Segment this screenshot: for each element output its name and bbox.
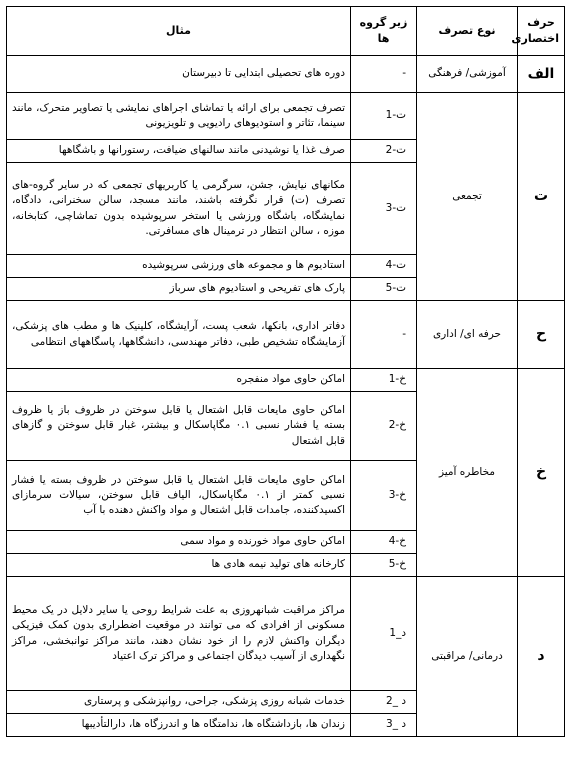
subgroup-code: ت-5: [351, 278, 417, 301]
group-type: مخاطره آمیز: [417, 369, 518, 577]
subgroup-code: د_1: [351, 577, 417, 691]
subgroup-code: ت-1: [351, 93, 417, 140]
table-row: [7, 369, 565, 392]
subgroup-code: ت-2: [351, 140, 417, 163]
example-text: اماکن حاوی مواد خورنده و مواد سمی: [7, 531, 351, 554]
group-type: درمانی/ مراقبتی: [417, 577, 518, 737]
example-text: صرف غذا یا نوشیدنی مانند سالنهای ضیافت، رستورانها و باشگاهها: [7, 140, 351, 163]
subgroup-code: د _3: [351, 714, 417, 737]
group-letter: الف: [518, 56, 565, 93]
table-row: [7, 301, 565, 369]
example-text: اماکن حاوی مایعات قابل اشتعال یا قابل سوختن در ظروف بسته یا فشار نسبی کمتر از ۰.۱ مگاپاسکال، الیاف قابل سوختن، سیالات سرمازای اکسیدکننده، جامدات قابل اشتعال و مواد واکنش دهنده با آب: [7, 461, 351, 531]
header-subgroups: زیر گروه ها: [351, 7, 417, 56]
occupancy-classification-document: [6, 6, 564, 737]
subgroup-code: ت-4: [351, 255, 417, 278]
example-text: دفاتر اداری، بانکها، شعب پست، آرایشگاه، کلینیک ها و مطب های پزشکی، آزمایشگاه تشخیص طبی، دفاتر مهندسی، دانشگاهها، پاسگاههای انتظامی: [7, 301, 351, 369]
table-row: [7, 56, 565, 93]
table-header-row: [7, 7, 565, 56]
group-type: تجمعی: [417, 93, 518, 301]
example-text: مراکز مراقبت شبانهروزی به علت شرایط روحی یا سایر دلایل در یک محیط مسکونی از افرادی که می توانند در موقعیت اضطراری بدون کمک فیزیکی دیگران واکنش لازم را از خود نشان دهند، مانند مراکز توانبخشی، مراکز نگهداری از آسیب دیدگان اجتماعی و مراکز ترک اعتیاد: [7, 577, 351, 691]
example-text: استادیوم ها و مجموعه های ورزشی سرپوشیده: [7, 255, 351, 278]
group-type: حرفه ای/ اداری: [417, 301, 518, 369]
group-type: آموزشی/ فرهنگی: [417, 56, 518, 93]
subgroup-code: خ-1: [351, 369, 417, 392]
example-text: کارخانه های تولید نیمه هادی ها: [7, 554, 351, 577]
example-text: زندان ها، بازداشتگاه ها، ندامتگاه ها و اندرزگاه ها، دارالتأدیبها: [7, 714, 351, 737]
table-row: [7, 93, 565, 140]
example-text: پارک های تفریحی و استادیوم های سرباز: [7, 278, 351, 301]
example-text: خدمات شبانه روزی پزشکی، جراحی، روانپزشکی و پرستاری: [7, 691, 351, 714]
example-text: اماکن حاوی مواد منفجره: [7, 369, 351, 392]
example-text: دوره های تحصیلی ابتدایی تا دبیرستان: [7, 56, 351, 93]
header-example: مثال: [7, 7, 351, 56]
group-letter: ت: [518, 93, 565, 301]
header-letter: حرف اختصاری: [518, 7, 565, 56]
group-letter: خ: [518, 369, 565, 577]
subgroup-code: ت-3: [351, 163, 417, 255]
subgroup-code: خ-3: [351, 461, 417, 531]
subgroup-code: -: [351, 301, 417, 369]
table-row: [7, 577, 565, 691]
group-letter: د: [518, 577, 565, 737]
subgroup-code: -: [351, 56, 417, 93]
subgroup-code: خ-4: [351, 531, 417, 554]
example-text: مکانهای نیایش، جشن، سرگرمی یا کاربریهای تجمعی که در سایر گروه-های تصرف (ت) قرار نگرفته باشند، مانند مسجد، سالن سخنرانی، دادگاه، نمایشگاه، باشگاه ورزشی یا استخر سرپوشیده بدون تماشاچی، کتابخانه، موزه ، سالن انتظار در ترمینال های مسافرتی.: [7, 163, 351, 255]
example-text: اماکن حاوی مایعات قابل اشتعال یا قابل سوختن در ظروف باز یا ظروف بسته یا فشار نسبی ۰.۱ مگاپاسکال و بیشتر، غبار قابل سوختن و گازهای قابل اشتعال: [7, 392, 351, 461]
header-use-type: نوع تصرف: [417, 7, 518, 56]
subgroup-code: خ-2: [351, 392, 417, 461]
group-letter: ح: [518, 301, 565, 369]
subgroup-code: د _2: [351, 691, 417, 714]
subgroup-code: خ-5: [351, 554, 417, 577]
example-text: تصرف تجمعی برای ارائه یا تماشای اجراهای نمایشی یا تصاویر متحرک، مانند سینما، تئاتر و استودیوهای رادیویی و تلویزیونی: [7, 93, 351, 140]
occupancy-table: [6, 6, 565, 737]
